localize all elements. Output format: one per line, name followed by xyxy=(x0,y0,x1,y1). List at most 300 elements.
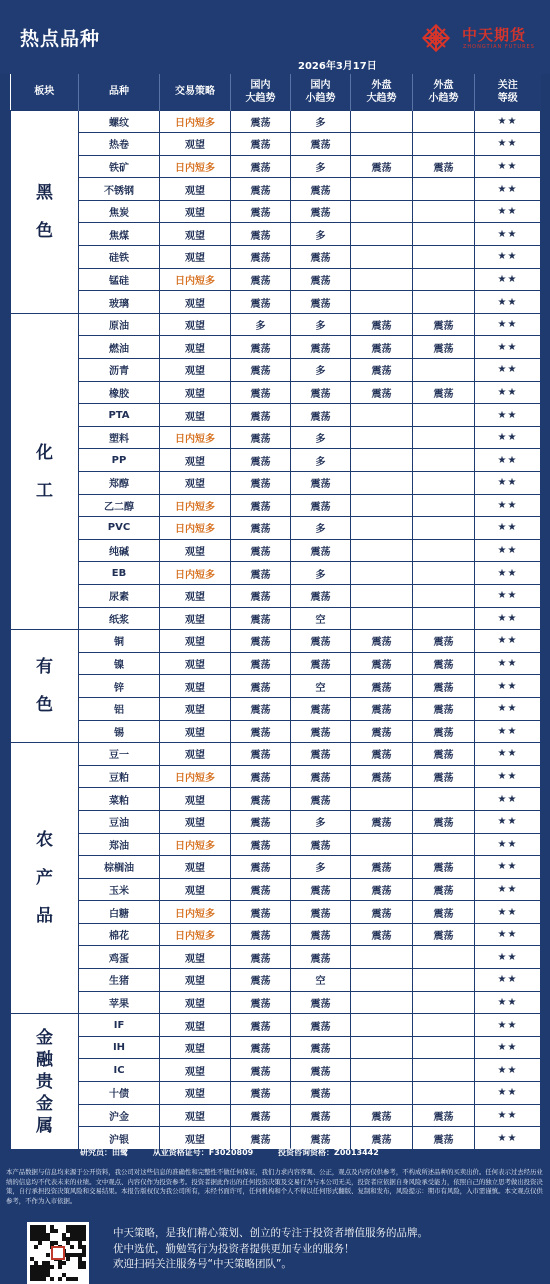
overseas-major-trend-cell: 震荡 xyxy=(351,697,413,720)
attention-level-cell: ★★ xyxy=(475,878,541,901)
attention-level-cell: ★★ xyxy=(475,359,541,382)
sector-name: 金融贵金属 xyxy=(36,1027,53,1136)
domestic-major-trend-cell: 震荡 xyxy=(231,562,291,585)
overseas-major-trend-cell: 震荡 xyxy=(351,743,413,766)
table-row xyxy=(11,969,541,992)
domestic-minor-trend-cell: 震荡 xyxy=(291,1104,351,1127)
column-header: 交易策略 xyxy=(160,74,231,110)
overseas-minor-trend-cell xyxy=(413,404,475,427)
overseas-minor-trend-cell: 震荡 xyxy=(413,901,475,924)
table-row xyxy=(11,472,541,495)
attention-level-cell: ★★ xyxy=(475,426,541,449)
variety-cell: EB xyxy=(79,562,160,585)
overseas-minor-trend-cell xyxy=(413,539,475,562)
variety-cell: 豆油 xyxy=(79,810,160,833)
domestic-major-trend-cell: 震荡 xyxy=(231,720,291,743)
domestic-minor-trend-cell: 多 xyxy=(291,856,351,879)
overseas-minor-trend-cell xyxy=(413,1082,475,1105)
domestic-minor-trend-cell: 震荡 xyxy=(291,494,351,517)
overseas-minor-trend-cell: 震荡 xyxy=(413,381,475,404)
overseas-major-trend-cell xyxy=(351,517,413,540)
overseas-minor-trend-cell: 震荡 xyxy=(413,856,475,879)
domestic-major-trend-cell: 震荡 xyxy=(231,381,291,404)
domestic-minor-trend-cell: 空 xyxy=(291,607,351,630)
domestic-major-trend-cell: 震荡 xyxy=(231,472,291,495)
table-row xyxy=(11,426,541,449)
strategy-cell: 观望 xyxy=(160,607,231,630)
strategy-cell: 观望 xyxy=(160,969,231,992)
variety-cell: 鸡蛋 xyxy=(79,946,160,969)
attention-level-cell: ★★ xyxy=(475,584,541,607)
strategy-cell: 观望 xyxy=(160,1014,231,1037)
attention-level-cell: ★★ xyxy=(475,923,541,946)
domestic-major-trend-cell: 震荡 xyxy=(231,200,291,223)
overseas-major-trend-cell: 震荡 xyxy=(351,381,413,404)
attention-level-cell: ★★ xyxy=(475,472,541,495)
overseas-major-trend-cell xyxy=(351,946,413,969)
overseas-major-trend-cell xyxy=(351,178,413,201)
variety-cell: 锌 xyxy=(79,675,160,698)
attention-level-cell: ★★ xyxy=(475,313,541,336)
strategy-cell: 观望 xyxy=(160,697,231,720)
overseas-major-trend-cell: 震荡 xyxy=(351,652,413,675)
sector-cell xyxy=(11,313,79,629)
attention-level-cell: ★★ xyxy=(475,743,541,766)
logo-lattice-icon xyxy=(418,20,454,56)
overseas-minor-trend-cell: 震荡 xyxy=(413,743,475,766)
footer xyxy=(0,1214,550,1284)
variety-cell: 热卷 xyxy=(79,133,160,156)
domestic-minor-trend-cell: 多 xyxy=(291,313,351,336)
table-row xyxy=(11,878,541,901)
strategy-cell: 日内短多 xyxy=(160,110,231,133)
strategy-cell: 观望 xyxy=(160,675,231,698)
domestic-major-trend-cell: 震荡 xyxy=(231,291,291,314)
strategy-cell: 观望 xyxy=(160,291,231,314)
domestic-minor-trend-cell: 多 xyxy=(291,562,351,585)
attention-level-cell: ★★ xyxy=(475,246,541,269)
variety-cell: IC xyxy=(79,1059,160,1082)
table-row xyxy=(11,291,541,314)
strategy-cell: 观望 xyxy=(160,991,231,1014)
domestic-major-trend-cell: 震荡 xyxy=(231,494,291,517)
strategy-cell: 观望 xyxy=(160,1104,231,1127)
column-header: 关注 等级 xyxy=(475,74,541,110)
overseas-minor-trend-cell xyxy=(413,562,475,585)
table-row xyxy=(11,630,541,653)
strategy-cell: 观望 xyxy=(160,313,231,336)
variety-cell: 沪银 xyxy=(79,1127,160,1150)
overseas-minor-trend-cell xyxy=(413,946,475,969)
table-row xyxy=(11,923,541,946)
strategy-cell: 观望 xyxy=(160,223,231,246)
variety-cell: 豆粕 xyxy=(79,765,160,788)
overseas-major-trend-cell xyxy=(351,991,413,1014)
domestic-major-trend-cell: 震荡 xyxy=(231,404,291,427)
variety-cell: 纸浆 xyxy=(79,607,160,630)
overseas-minor-trend-cell xyxy=(413,833,475,856)
table-row xyxy=(11,359,541,382)
strategy-cell: 观望 xyxy=(160,336,231,359)
overseas-minor-trend-cell: 震荡 xyxy=(413,765,475,788)
domestic-major-trend-cell: 震荡 xyxy=(231,946,291,969)
variety-cell: 苹果 xyxy=(79,991,160,1014)
domestic-major-trend-cell: 震荡 xyxy=(231,110,291,133)
domestic-minor-trend-cell: 多 xyxy=(291,110,351,133)
domestic-minor-trend-cell: 震荡 xyxy=(291,381,351,404)
overseas-major-trend-cell xyxy=(351,426,413,449)
domestic-minor-trend-cell: 震荡 xyxy=(291,833,351,856)
domestic-major-trend-cell: 震荡 xyxy=(231,1104,291,1127)
sector-cell xyxy=(11,1014,79,1150)
variety-cell: PVC xyxy=(79,517,160,540)
attention-level-cell: ★★ xyxy=(475,652,541,675)
variety-cell: 铝 xyxy=(79,697,160,720)
domestic-minor-trend-cell: 震荡 xyxy=(291,200,351,223)
strategy-cell: 观望 xyxy=(160,1127,231,1150)
overseas-minor-trend-cell xyxy=(413,494,475,517)
overseas-minor-trend-cell xyxy=(413,110,475,133)
overseas-minor-trend-cell xyxy=(413,788,475,811)
strategy-cell: 观望 xyxy=(160,856,231,879)
overseas-major-trend-cell xyxy=(351,833,413,856)
variety-cell: 沪金 xyxy=(79,1104,160,1127)
variety-cell: 郑醇 xyxy=(79,472,160,495)
overseas-major-trend-cell xyxy=(351,1036,413,1059)
domestic-major-trend-cell: 震荡 xyxy=(231,246,291,269)
strategy-cell: 日内短多 xyxy=(160,562,231,585)
attention-level-cell: ★★ xyxy=(475,697,541,720)
attention-level-cell: ★★ xyxy=(475,1082,541,1105)
variety-cell: 棉花 xyxy=(79,923,160,946)
overseas-major-trend-cell xyxy=(351,110,413,133)
advisor-qualification: 投资咨询资格：Z0013442 xyxy=(278,1148,379,1157)
overseas-minor-trend-cell xyxy=(413,426,475,449)
overseas-minor-trend-cell xyxy=(413,223,475,246)
strategy-cell: 日内短多 xyxy=(160,517,231,540)
domestic-major-trend-cell: 震荡 xyxy=(231,584,291,607)
overseas-major-trend-cell xyxy=(351,584,413,607)
domestic-minor-trend-cell: 震荡 xyxy=(291,404,351,427)
attention-level-cell: ★★ xyxy=(475,969,541,992)
domestic-major-trend-cell: 震荡 xyxy=(231,268,291,291)
strategy-cell: 观望 xyxy=(160,743,231,766)
domestic-major-trend-cell: 震荡 xyxy=(231,878,291,901)
variety-cell: 白糖 xyxy=(79,901,160,924)
table-row xyxy=(11,697,541,720)
attention-level-cell: ★★ xyxy=(475,336,541,359)
overseas-major-trend-cell xyxy=(351,539,413,562)
table-row xyxy=(11,675,541,698)
overseas-minor-trend-cell xyxy=(413,291,475,314)
table-row xyxy=(11,517,541,540)
overseas-major-trend-cell xyxy=(351,223,413,246)
overseas-major-trend-cell: 震荡 xyxy=(351,720,413,743)
column-header: 外盘 小趋势 xyxy=(413,74,475,110)
strategy-cell: 日内短多 xyxy=(160,426,231,449)
overseas-major-trend-cell: 震荡 xyxy=(351,765,413,788)
domestic-minor-trend-cell: 震荡 xyxy=(291,720,351,743)
strategy-cell: 观望 xyxy=(160,1036,231,1059)
overseas-major-trend-cell xyxy=(351,200,413,223)
domestic-major-trend-cell: 震荡 xyxy=(231,449,291,472)
table-header-row xyxy=(11,74,541,110)
qr-code-icon[interactable] xyxy=(27,1222,89,1284)
overseas-minor-trend-cell xyxy=(413,1036,475,1059)
domestic-major-trend-cell: 震荡 xyxy=(231,1082,291,1105)
overseas-major-trend-cell xyxy=(351,1059,413,1082)
attention-level-cell: ★★ xyxy=(475,291,541,314)
strategy-cell: 日内短多 xyxy=(160,268,231,291)
domestic-minor-trend-cell: 空 xyxy=(291,969,351,992)
domestic-major-trend-cell: 震荡 xyxy=(231,539,291,562)
variety-cell: 菜粕 xyxy=(79,788,160,811)
table-row xyxy=(11,720,541,743)
strategy-cell: 观望 xyxy=(160,630,231,653)
table-row xyxy=(11,1082,541,1105)
table-row xyxy=(11,539,541,562)
attention-level-cell: ★★ xyxy=(475,1104,541,1127)
domestic-minor-trend-cell: 震荡 xyxy=(291,472,351,495)
overseas-major-trend-cell: 震荡 xyxy=(351,155,413,178)
table-row xyxy=(11,178,541,201)
license-number: 从业资格证号：F3020809 xyxy=(152,1148,254,1157)
domestic-minor-trend-cell: 震荡 xyxy=(291,991,351,1014)
domestic-major-trend-cell: 震荡 xyxy=(231,1014,291,1037)
attention-level-cell: ★★ xyxy=(475,517,541,540)
domestic-minor-trend-cell: 震荡 xyxy=(291,878,351,901)
page-header xyxy=(0,0,550,74)
variety-cell: 锰硅 xyxy=(79,268,160,291)
attention-level-cell: ★★ xyxy=(475,494,541,517)
overseas-major-trend-cell: 震荡 xyxy=(351,810,413,833)
strategy-cell: 观望 xyxy=(160,381,231,404)
variety-cell: 不锈钢 xyxy=(79,178,160,201)
overseas-major-trend-cell: 震荡 xyxy=(351,878,413,901)
variety-cell: 沥青 xyxy=(79,359,160,382)
domestic-major-trend-cell: 震荡 xyxy=(231,155,291,178)
strategy-cell: 观望 xyxy=(160,404,231,427)
overseas-major-trend-cell xyxy=(351,291,413,314)
table-row xyxy=(11,155,541,178)
column-header: 国内 小趋势 xyxy=(291,74,351,110)
strategy-cell: 日内短多 xyxy=(160,923,231,946)
domestic-major-trend-cell: 震荡 xyxy=(231,697,291,720)
promo-line: 欢迎扫码关注服务号“中天策略团队”。 xyxy=(113,1258,292,1270)
table-row xyxy=(11,268,541,291)
sector-name: 农产品 xyxy=(36,830,53,927)
domestic-minor-trend-cell: 震荡 xyxy=(291,291,351,314)
domestic-major-trend-cell: 震荡 xyxy=(231,652,291,675)
disclaimer-text: 本产品数据与信息均来源于公开资料，我公司对这些信息的准确性和完整性不做任何保证，我们力求内容客观、公正，观点及内容仅供参考，不构成所述品种的买卖出价。任何表示过去经历业绩的信息均不代表未来的业绩。文中观点、内容仅作为投资参考。投资者据此作出的任何投资决策及交易行为与本公司无关，投资者应依据自身风险承受能力，依照自己的独立思考做出投资决策，自行承担投资决策风险和交易结果。本报告版权仅为我公司所有，未经书面许可，任何机构和个人不得以任何形式翻版、复制和发布，风险提示：期市有风险，入市需谨慎。本文观点仅供参考，不作为入市依据。 xyxy=(6,1168,543,1205)
strategy-cell: 观望 xyxy=(160,178,231,201)
table-row xyxy=(11,1127,541,1150)
overseas-major-trend-cell: 震荡 xyxy=(351,1104,413,1127)
domestic-minor-trend-cell: 多 xyxy=(291,223,351,246)
overseas-minor-trend-cell xyxy=(413,449,475,472)
attention-level-cell: ★★ xyxy=(475,675,541,698)
logo-subtext: ZHONGTIAN FUTURES xyxy=(463,44,535,50)
overseas-major-trend-cell: 震荡 xyxy=(351,336,413,359)
overseas-minor-trend-cell xyxy=(413,246,475,269)
sector-cell xyxy=(11,630,79,743)
promo-line: 优中选优，勤勉笃行为投资者提供更加专业的服务！ xyxy=(113,1242,355,1255)
strategy-cell: 观望 xyxy=(160,810,231,833)
company-logo xyxy=(418,20,542,56)
overseas-major-trend-cell xyxy=(351,607,413,630)
domestic-minor-trend-cell: 震荡 xyxy=(291,336,351,359)
overseas-major-trend-cell xyxy=(351,562,413,585)
column-header: 外盘 大趋势 xyxy=(351,74,413,110)
variety-cell: 铜 xyxy=(79,630,160,653)
variety-cell: 原油 xyxy=(79,313,160,336)
variety-cell: 铁矿 xyxy=(79,155,160,178)
attention-level-cell: ★★ xyxy=(475,155,541,178)
variety-cell: 豆一 xyxy=(79,743,160,766)
strategy-cell: 观望 xyxy=(160,359,231,382)
attention-level-cell: ★★ xyxy=(475,901,541,924)
table-row xyxy=(11,381,541,404)
table-row xyxy=(11,991,541,1014)
overseas-minor-trend-cell xyxy=(413,200,475,223)
strategy-cell: 观望 xyxy=(160,788,231,811)
domestic-major-trend-cell: 震荡 xyxy=(231,833,291,856)
strategy-cell: 日内短多 xyxy=(160,901,231,924)
strategy-cell: 观望 xyxy=(160,1082,231,1105)
attention-level-cell: ★★ xyxy=(475,720,541,743)
domestic-minor-trend-cell: 震荡 xyxy=(291,901,351,924)
variety-cell: 锡 xyxy=(79,720,160,743)
overseas-major-trend-cell: 震荡 xyxy=(351,856,413,879)
attention-level-cell: ★★ xyxy=(475,449,541,472)
domestic-minor-trend-cell: 震荡 xyxy=(291,246,351,269)
table-row xyxy=(11,133,541,156)
attention-level-cell: ★★ xyxy=(475,788,541,811)
domestic-minor-trend-cell: 震荡 xyxy=(291,1082,351,1105)
overseas-major-trend-cell: 震荡 xyxy=(351,313,413,336)
variety-cell: 玉米 xyxy=(79,878,160,901)
domestic-minor-trend-cell: 多 xyxy=(291,359,351,382)
variety-cell: 焦炭 xyxy=(79,200,160,223)
attention-level-cell: ★★ xyxy=(475,110,541,133)
overseas-minor-trend-cell: 震荡 xyxy=(413,630,475,653)
domestic-major-trend-cell: 震荡 xyxy=(231,969,291,992)
sector-name: 黑色 xyxy=(36,182,53,241)
domestic-minor-trend-cell: 震荡 xyxy=(291,268,351,291)
overseas-minor-trend-cell xyxy=(413,969,475,992)
domestic-minor-trend-cell: 震荡 xyxy=(291,697,351,720)
variety-cell: 棕榈油 xyxy=(79,856,160,879)
overseas-minor-trend-cell: 震荡 xyxy=(413,155,475,178)
table-row xyxy=(11,607,541,630)
domestic-minor-trend-cell: 震荡 xyxy=(291,1127,351,1150)
variety-cell: 乙二醇 xyxy=(79,494,160,517)
overseas-minor-trend-cell xyxy=(413,1059,475,1082)
overseas-minor-trend-cell: 震荡 xyxy=(413,810,475,833)
domestic-minor-trend-cell: 多 xyxy=(291,155,351,178)
attention-level-cell: ★★ xyxy=(475,607,541,630)
domestic-minor-trend-cell: 多 xyxy=(291,517,351,540)
table-row xyxy=(11,765,541,788)
attention-level-cell: ★★ xyxy=(475,630,541,653)
strategy-cell: 日内短多 xyxy=(160,833,231,856)
overseas-major-trend-cell xyxy=(351,133,413,156)
table-row xyxy=(11,562,541,585)
overseas-minor-trend-cell xyxy=(413,472,475,495)
strategy-cell: 观望 xyxy=(160,200,231,223)
promo-text xyxy=(113,1226,543,1273)
overseas-major-trend-cell: 震荡 xyxy=(351,923,413,946)
domestic-major-trend-cell: 震荡 xyxy=(231,765,291,788)
domestic-major-trend-cell: 震荡 xyxy=(231,1036,291,1059)
variety-cell: IH xyxy=(79,1036,160,1059)
column-header: 板块 xyxy=(11,74,79,110)
attention-level-cell: ★★ xyxy=(475,1014,541,1037)
table-row xyxy=(11,652,541,675)
sector-cell xyxy=(11,743,79,1014)
domestic-minor-trend-cell: 多 xyxy=(291,449,351,472)
domestic-minor-trend-cell: 震荡 xyxy=(291,1036,351,1059)
variety-cell: 十债 xyxy=(79,1082,160,1105)
attention-level-cell: ★★ xyxy=(475,991,541,1014)
variety-cell: 橡胶 xyxy=(79,381,160,404)
strategy-cell: 日内短多 xyxy=(160,155,231,178)
overseas-major-trend-cell xyxy=(351,969,413,992)
table-row xyxy=(11,223,541,246)
overseas-major-trend-cell xyxy=(351,1014,413,1037)
overseas-minor-trend-cell xyxy=(413,359,475,382)
variety-cell: IF xyxy=(79,1014,160,1037)
strategy-cell: 观望 xyxy=(160,652,231,675)
overseas-minor-trend-cell: 震荡 xyxy=(413,1104,475,1127)
domestic-major-trend-cell: 震荡 xyxy=(231,133,291,156)
domestic-minor-trend-cell: 震荡 xyxy=(291,652,351,675)
variety-cell: 纯碱 xyxy=(79,539,160,562)
overseas-major-trend-cell xyxy=(351,1082,413,1105)
domestic-minor-trend-cell: 空 xyxy=(291,675,351,698)
attention-level-cell: ★★ xyxy=(475,1127,541,1150)
domestic-major-trend-cell: 震荡 xyxy=(231,991,291,1014)
domestic-minor-trend-cell: 多 xyxy=(291,426,351,449)
domestic-minor-trend-cell: 震荡 xyxy=(291,133,351,156)
page-title: 热点品种 xyxy=(20,28,101,50)
report-date: 2026年3月17日 xyxy=(298,61,377,72)
table-row xyxy=(11,901,541,924)
attention-level-cell: ★★ xyxy=(475,856,541,879)
strategy-cell: 观望 xyxy=(160,472,231,495)
attention-level-cell: ★★ xyxy=(475,562,541,585)
sector-name: 化工 xyxy=(36,442,53,501)
domestic-major-trend-cell: 震荡 xyxy=(231,426,291,449)
table-row xyxy=(11,1036,541,1059)
table-row xyxy=(11,1059,541,1082)
strategy-cell: 观望 xyxy=(160,946,231,969)
variety-cell: 螺纹 xyxy=(79,110,160,133)
overseas-minor-trend-cell: 震荡 xyxy=(413,697,475,720)
domestic-minor-trend-cell: 震荡 xyxy=(291,1059,351,1082)
attention-level-cell: ★★ xyxy=(475,946,541,969)
strategy-cell: 观望 xyxy=(160,584,231,607)
attention-level-cell: ★★ xyxy=(475,833,541,856)
attention-level-cell: ★★ xyxy=(475,1059,541,1082)
domestic-minor-trend-cell: 震荡 xyxy=(291,765,351,788)
logo-text: 中天期货 xyxy=(462,26,527,44)
attention-level-cell: ★★ xyxy=(475,200,541,223)
promo-line: 中天策略，是我们精心策划、创立的专注于投资者增值服务的品牌。 xyxy=(113,1227,428,1239)
domestic-major-trend-cell: 震荡 xyxy=(231,336,291,359)
table-row xyxy=(11,449,541,472)
attention-level-cell: ★★ xyxy=(475,178,541,201)
